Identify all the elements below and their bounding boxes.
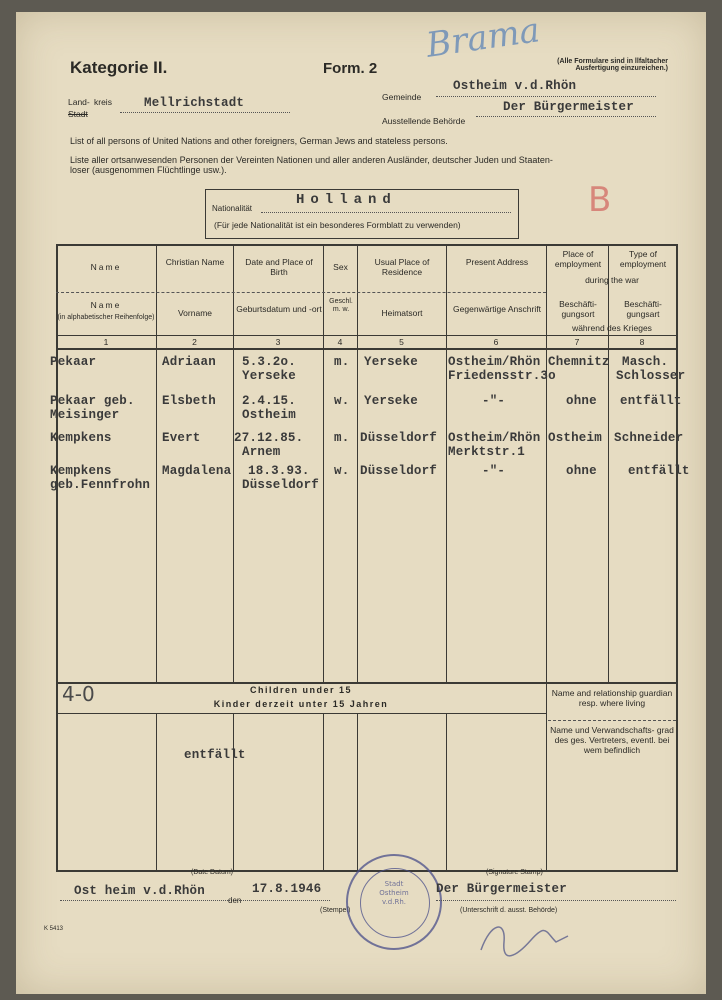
stamp-text: Stadt Ostheim v.d.Rh. [379,880,409,906]
col-divider-7 [608,244,609,682]
form-number: Form. 2 [323,60,378,77]
table-top-line [56,244,678,246]
row-name-2: geb.Fennfrohn [50,478,151,492]
row-sex: m. [334,355,350,369]
col-header-de-2: Vorname [177,308,213,318]
col-num-1: 1 [103,337,109,347]
col-divider-5 [446,244,447,682]
col-header-de-7: Beschäfti- gungsort [559,299,597,319]
guardian-divider [546,682,547,870]
row-address-1: Ostheim/Rhön [448,355,541,369]
den-label: den [228,896,242,905]
guardian-header-en: Name and relationship guardian resp. where living [551,688,673,708]
col-header-en-5: Usual Place of Residence [374,257,430,277]
row-birth-date: 27.12.85. [234,431,304,445]
nationality-box [205,189,519,239]
during-war-label: during the war [585,275,639,285]
table-row [16,431,706,459]
stempel-label: (Stempel) [320,907,351,914]
col-num-2: 2 [192,337,197,347]
children-top-line [56,682,678,684]
land-line [120,112,290,113]
kategorie-title: Kategorie II. [70,58,168,77]
unterschrift-label: (Unterschrift d. ausst. Behörde) [460,907,558,914]
col-header-de-6: Gegenwärtige Anschrift [453,304,541,314]
intro-english: List of all persons of United Nations and other foreigners, German Jews and stateless persons. [70,136,448,146]
col-num-3: 3 [275,337,281,347]
row-emp-place: ohne [566,394,597,408]
copies-note: (Alle Formulare sind in llfaltacher Ausfertigung einzureichen.) [557,58,668,72]
children-col-5 [446,713,447,870]
row-address-2: Friedensstr.3o [448,369,556,383]
handwritten-annotation: Brama [423,10,543,66]
col-header-de-1-sub: (in alphabetischer Reihenfolge) [57,314,155,321]
col-header-de-3: Geburtsdatum und -ort [236,304,322,314]
children-value: entfällt [184,748,246,762]
row-residence: Yerseke [364,355,418,369]
date-value: 17.8.1946 [252,882,322,896]
row-name-2: Meisinger [50,408,120,422]
col-num-6: 6 [493,337,499,347]
signature-label: (Signature Stamp) [486,869,543,876]
row-address-1: -"- [482,394,506,408]
header-line-de [56,335,678,336]
signature-line [436,900,676,901]
col-header-en-2: Christian Name [165,257,225,267]
nationality-value: Holland [296,192,397,208]
row-birth-date: 18.3.93. [248,464,310,478]
table-row [16,355,706,383]
waehrend-krieges-label: während des Krieges [572,323,652,333]
place-value: Ost heim v.d.Rhön [74,884,205,898]
col-divider-3 [323,244,324,682]
children-col-1 [156,713,157,870]
intro-german: Liste aller ortsanwesenden Personen der Vereinten Nationen und aller anderen Ausländer, deutscher Juden und Staaten- loser (ausgenommen Flüchtlinge usw.). [70,155,553,175]
row-name: Kempkens [50,464,112,478]
handwritten-signature [476,912,576,962]
kreis-label: kreis [94,97,112,107]
row-address-2: Merktstr.1 [448,445,526,459]
guardian-dash-line [548,720,676,721]
row-name: Pekaar geb. [50,394,135,408]
behoerde-label: Ausstellende Behörde [382,116,466,126]
header-line-num [56,348,678,350]
row-emp-place: Chemnitz [548,355,610,369]
col-header-en-1: Name [90,262,122,272]
row-birth-place: Arnem [242,445,281,459]
row-sex: w. [334,464,350,478]
land-label: Land- [68,97,90,107]
row-birth-date: 5.3.2o. [242,355,296,369]
row-name: Pekaar [50,355,97,369]
row-sex: m. [334,431,350,445]
gemeinde-label: Gemeinde [382,92,422,102]
col-divider-1 [156,244,157,682]
children-count-handwritten: 4-0 [62,682,95,706]
col-divider-2 [233,244,234,682]
col-header-en-6: Present Address [465,257,529,267]
children-header-line [56,713,546,714]
col-header-de-8: Beschäfti- gungsart [624,299,662,319]
nationality-line [261,212,511,213]
row-emp-place: ohne [566,464,597,478]
col-divider-6 [546,244,547,682]
col-header-de-5: Heimatsort [381,308,423,318]
row-emp-type-1: entfällt [620,394,682,408]
row-vorname: Elsbeth [162,394,216,408]
col-header-de-4: Geschl. m. w. [329,298,353,313]
row-address-1: -"- [482,464,506,478]
col-header-en-3: Date and Place of Birth [245,257,313,277]
gemeinde-value: Ostheim v.d.Rhön [453,79,577,93]
print-code: K 5413 [44,926,64,932]
row-emp-type-2: Schlosser [616,369,686,383]
table-row [16,394,706,422]
row-sex: w. [334,394,350,408]
row-name: Kempkens [50,431,112,445]
place-line [60,900,330,901]
row-residence: Düsseldorf [360,431,438,445]
row-birth-place: Yerseke [242,369,296,383]
col-header-de-1: Name [90,300,122,310]
row-address-1: Ostheim/Rhön [448,431,541,445]
col-divider-4 [357,244,358,682]
row-vorname: Adriaan [162,355,216,369]
row-emp-type-1: entfällt [628,464,690,478]
signature-value: Der Bürgermeister [436,882,567,896]
row-birth-place: Ostheim [242,408,296,422]
land-value: Mellrichstadt [144,96,245,110]
col-num-4: 4 [337,337,343,347]
row-emp-type-1: Masch. [622,355,669,369]
row-birth-date: 2.4.15. [242,394,296,408]
behoerde-value: Der Bürgermeister [503,100,634,114]
col-num-5: 5 [399,337,404,347]
row-emp-place: Ostheim [548,431,602,445]
header-dash-line [56,292,546,293]
children-col-3 [323,713,324,870]
handwritten-b: B [588,180,612,220]
row-residence: Yerseke [364,394,418,408]
children-title-en: Children under 15 [249,685,352,695]
nationality-label: Nationalität [212,204,253,213]
row-emp-type-1: Schneider [614,431,684,445]
col-num-7: 7 [574,337,580,347]
gemeinde-line [436,96,656,97]
row-vorname: Magdalena [162,464,232,478]
children-col-2 [233,713,234,870]
col-header-en-8: Type of employment [619,249,667,269]
row-residence: Düsseldorf [360,464,438,478]
table-right-line [676,244,678,872]
stadt-label: Stadt [68,109,88,119]
form-sheet [16,12,706,994]
behoerde-line [476,116,656,117]
col-header-en-4: Sex [333,262,348,272]
row-birth-place: Düsseldorf [242,478,320,492]
nationality-note: (Für jede Nationalität ist ein besonderes Formblatt zu verwenden) [214,220,461,230]
col-num-8: 8 [639,337,645,347]
table-row [16,464,706,492]
date-label: (Date Datum) [190,869,233,876]
col-header-en-7: Place of employment [554,249,602,269]
guardian-header-de: Name und Verwandschafts- grad des ges. Vertreters, eventl. bei wem befindlich [550,725,674,755]
row-vorname: Evert [162,431,201,445]
children-col-4 [357,713,358,870]
official-stamp [346,854,442,950]
children-title-de: Kinder derzeit unter 15 Jahren [213,699,389,709]
